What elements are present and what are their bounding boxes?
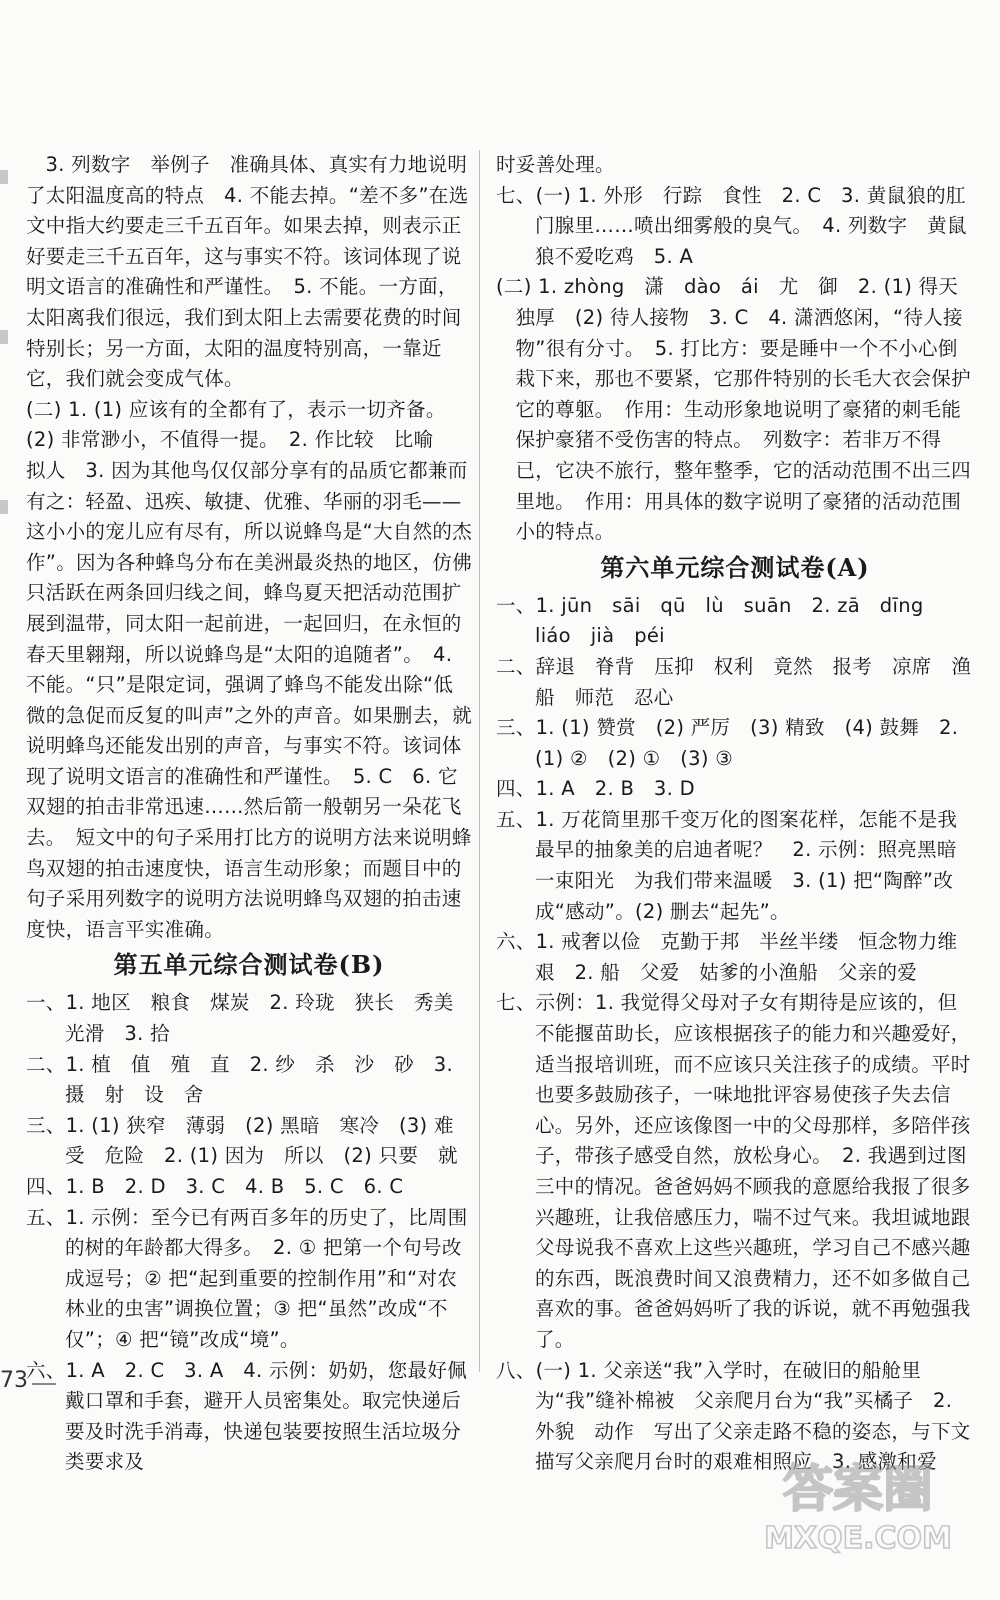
answer-item: 二、1. 植 值 殖 直 2. 纱 杀 沙 砂 3. 摄 射 设 舍 bbox=[26, 1052, 460, 1107]
answer-item: 一、1. 地区 粮食 煤炭 2. 玲珑 狭长 秀美 光滑 3. 拾 bbox=[26, 991, 474, 1046]
answer-item: 一、1. jūn sāi qū lù suān 2. zā dīng liáo jià péi bbox=[496, 593, 944, 648]
watermark-text: 答案圈 bbox=[783, 1460, 933, 1518]
binding-edge-mark bbox=[0, 330, 8, 344]
column-divider bbox=[479, 150, 480, 1372]
answer-item: 五、1. 万花筒里那千变万化的图案花样，怎能不是我最早的抽象美的启迪者呢？ 2. 示例：照亮黑暗一束阳光 为我们带来温暖 3. (1) 把“陶醉”改成“感动”。(2) 删去“起先”。 bbox=[496, 807, 958, 923]
page-number-rule bbox=[32, 1383, 56, 1385]
answer-item: 六、1. A 2. C 3. A 4. 示例：奶奶，您最好佩戴口罩和手套，避开人员密集处。取完快递后要及时洗手消毒，快递包装要按照生活垃圾分类要求及 bbox=[26, 1358, 468, 1474]
answer-item: 四、1. A 2. B 3. D bbox=[496, 777, 695, 801]
answer-item: 三、1. (1) 狭窄 薄弱 (2) 黑暗 寒冷 (3) 难受 危险 2. (1) 因为 所以 (2) 只要 就 bbox=[26, 1113, 458, 1168]
answer-item: 四、1. B 2. D 3. C 4. B 5. C 6. C bbox=[26, 1175, 404, 1198]
answer-item: (二) 1. zhòng 潇 dào ái 尤 御 2. (1) 得天独厚 (2) 待人接物 3. C 4. 潇洒悠闲，“待人接物”很有分寸。 5. 打比方：要是睡中一个不小心倒栽下来，那也不要紧，它那件特别的长毛大衣会保护它的尊躯。 作用：生动形象地说明了豪猪的刺毛能保护豪猪不受伤害的特点。 列数字：若非万不得已，它决不旅行，整年整季，它的活动范围不出三四里地。 作用：用具体的数字说明了豪猪的活动范围小的特点。 bbox=[496, 275, 971, 544]
page-number: 73 bbox=[0, 1368, 28, 1393]
answer-block: 3. 列数字 举例子 准确具体、真实有力地说明了太阳温度高的特点 4. 不能去掉。“差不多”在选文中指大约要走三千五百年。如果去掉，则表示正好要走三千五百年，这与事实不符。该词体现了说明文语言的准确性和严谨性。 5. 不能。一方面，太阳离我们很远，我们到太阳上去需要花费的时间特别长；另一方面，太阳的温度特别高，一靠近它，我们就会变成气体。 bbox=[26, 153, 469, 391]
watermark-logo bbox=[744, 1448, 972, 1560]
answer-item: 七、(一) 1. 外形 行踪 食性 2. C 3. 黄鼠狼的肛门腺里……喷出细雾般的臭气。 4. 列数字 黄鼠狼不爱吃鸡 5. A bbox=[496, 183, 967, 268]
answer-item: 二、辞退 脊背 压抑 权利 竟然 报考 凉席 渔船 师范 忍心 bbox=[496, 654, 972, 709]
answer-item: 六、1. 戒奢以俭 克勤于邦 半丝半缕 恒念物力维艰 2. 船 父爱 姑爹的小渔船 父亲的爱 bbox=[496, 930, 958, 984]
answer-item: 七、示例：1. 我觉得父母对子女有期待是应该的，但不能揠苗助长，应该根据孩子的能力和兴趣爱好，适当报培训班，而不应该只关注孩子的成绩。平时也要多鼓励孩子，一味地批评容易使孩子失去信心。另外，还应该像图一中的父母那样，多陪伴孩子，带孩子感受自然，放松身心。 2. 我遇到过图三中的情况。爸爸妈妈不顾我的意愿给我报了很多兴趣班，让我倍感压力，喘不过气来。我坦诚地跟父母说我不喜欢上这些兴趣班，学习自己不感兴趣的东西，既浪费时间又浪费精力，还不如多做自己喜欢的事。爸爸妈妈听了我的诉说，就不再勉强我了。 bbox=[496, 991, 971, 1351]
left-column bbox=[26, 150, 472, 1478]
binding-edge-mark bbox=[0, 500, 8, 514]
answer-item: 五、1. 示例：至今已有两百多年的历史了，比周围的树的年龄都大得多。 2. ① 把第一个句号改成逗号；② 把“起到重要的控制作用”和“对农林业的虫害”调换位置；③ 把“虽然”改成“不仅”；④ 把“镜”改成“境”。 bbox=[26, 1205, 468, 1351]
right-column bbox=[496, 150, 974, 1478]
section-title: 第六单元综合测试卷(A) bbox=[600, 552, 870, 582]
answer-block: (二) 1. (1) 应该有的全都有了，表示一切齐备。(2) 非常渺小，不值得一提。 2. 作比较 比喻 拟人 3. 因为其他鸟仅仅部分享有的品质它都兼而有之：轻盈、迅疾、敏捷、优雅、华丽的羽毛——这小小的宠儿应有尽有，所以说蜂鸟是“大自然的杰作”。因为各种蜂鸟分布在美洲最炎热的地区，仿佛只活跃在两条回归线之间，蜂鸟夏天把活动范围扩展到温带，同太阳一起前进，一起回归，在永恒的春天里翱翔，所以说蜂鸟是“太阳的追随者”。 4. 不能。“只”是限定词，强调了蜂鸟不能发出除“低微的急促而反复的叫声”之外的声音。如果删去，就说明蜂鸟还能发出别的声音，与事实不符。该词体现了说明文语言的准确性和严谨性。 5. C 6. 它双翅的拍击非常迅速……然后箭一般朝另一朵花飞去。 短文中的句子采用打比方的说明方法来说明蜂鸟双翅的拍击速度快，语言生动形象；而题目中的句子采用列数字的说明方法说明蜂鸟双翅的拍击速度快，语言平实准确。 bbox=[26, 397, 473, 941]
answer-item: 八、(一) 1. 父亲送“我”入学时，在破旧的船舱里为“我”缝补棉被 父亲爬月台为“我”买橘子 2. 外貌 动作 写出了父亲走路不稳的姿态，与下文描写父亲爬月台时的艰难相照应 3. 感激和爱 bbox=[496, 1358, 971, 1474]
answer-item: 三、1. (1) 赞赏 (2) 严厉 (3) 精致 (4) 鼓舞 2. (1) ② (2) ① (3) ③ bbox=[496, 716, 965, 770]
section-title: 第五单元综合测试卷(B) bbox=[113, 950, 385, 980]
answer-continuation: 时妥善处理。 bbox=[496, 153, 615, 176]
binding-edge-mark bbox=[0, 170, 8, 184]
watermark-url: MXQE.COM bbox=[764, 1521, 952, 1556]
